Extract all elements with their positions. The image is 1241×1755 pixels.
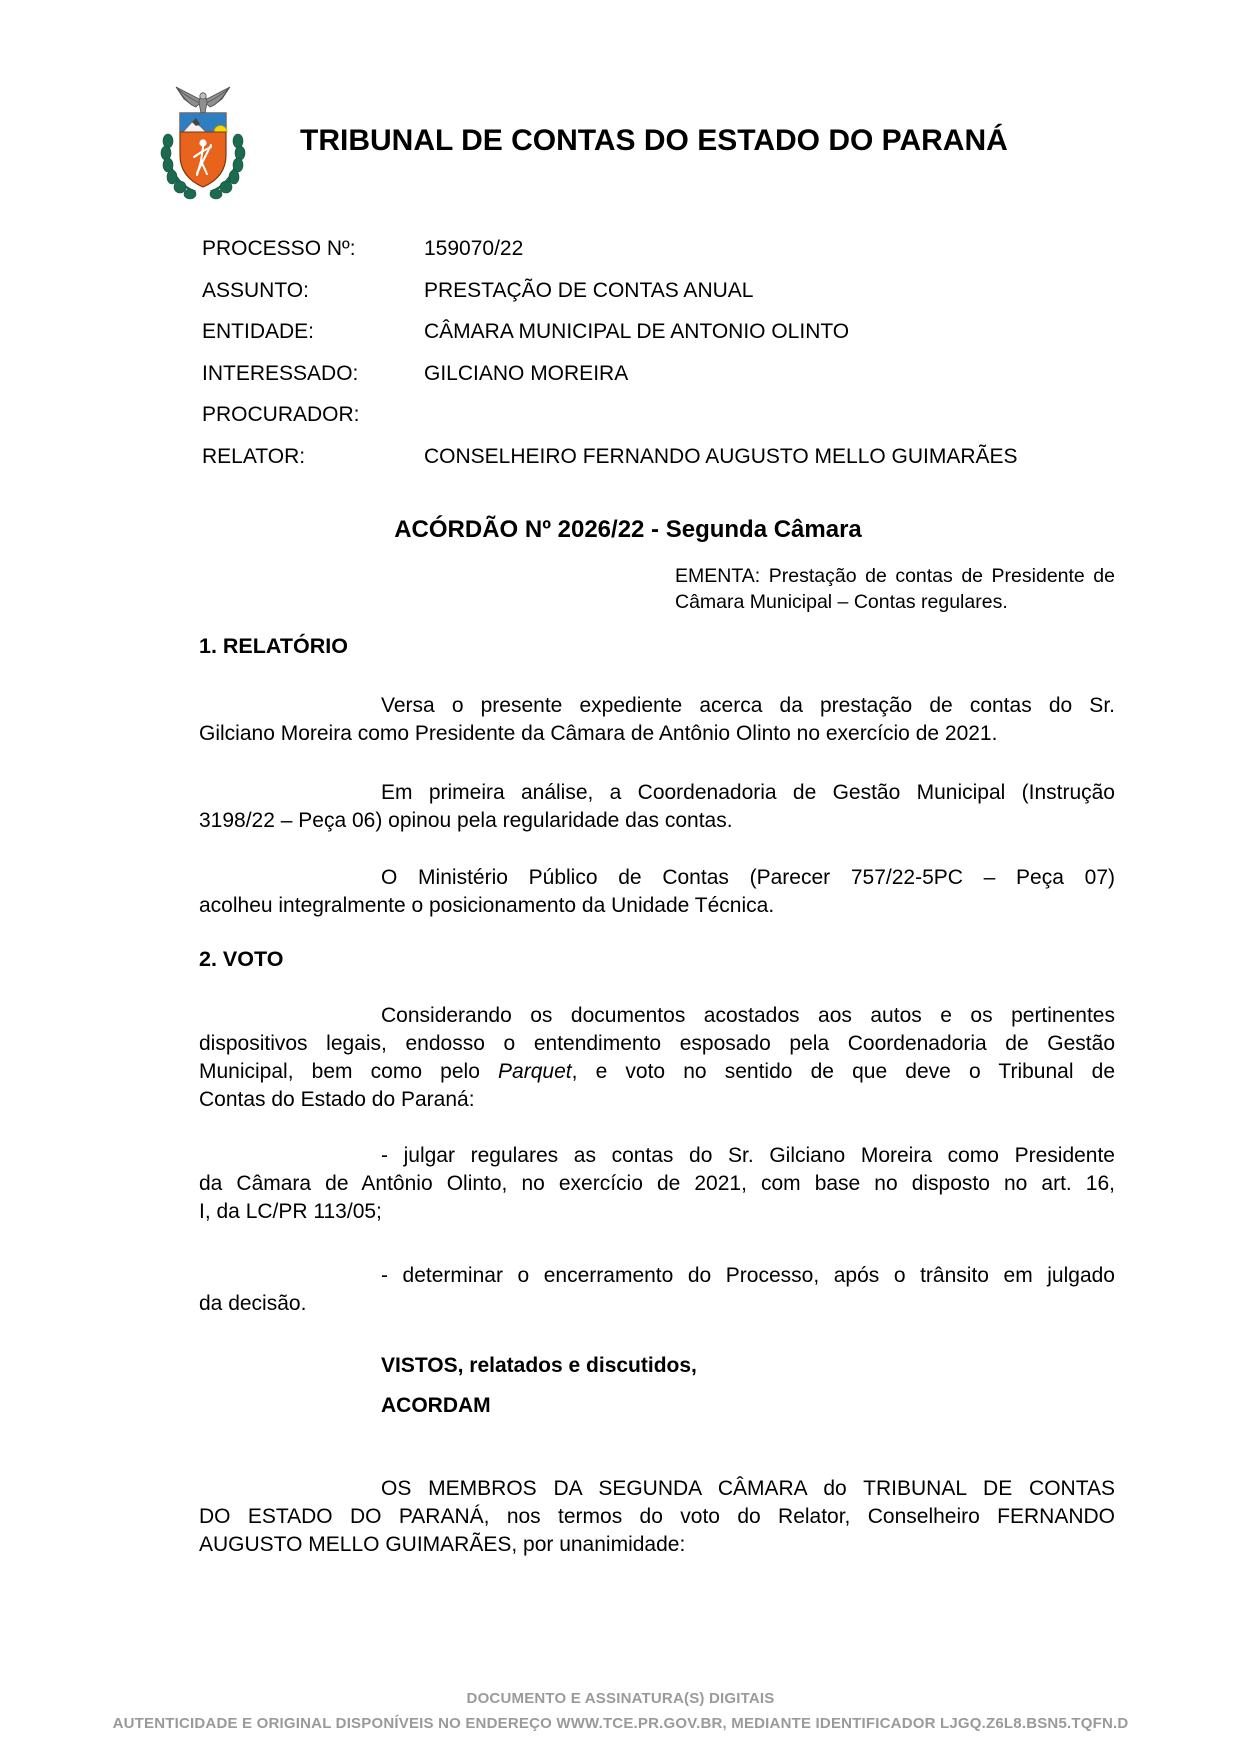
- meta-value: GILCIANO MOREIRA: [424, 361, 629, 385]
- text-run: Gilciano Moreira como Presidente da Câmara de Antônio Olinto no exercício de 2021.: [199, 722, 998, 745]
- meta-row: [202, 394, 1115, 436]
- section-heading-voto: 2. VOTO: [199, 947, 284, 971]
- section-heading-relatorio: 1. RELATÓRIO: [199, 634, 348, 658]
- text-run: - julgar regulares as contas do Sr. Gilciano Moreira como Presidente: [381, 1144, 1115, 1167]
- parana-coat-of-arms-icon: [156, 85, 250, 203]
- meta-label: ENTIDADE:: [202, 320, 315, 344]
- text-line: [199, 1142, 1115, 1170]
- meta-value: 159070/22: [424, 237, 524, 260]
- text-line: [199, 1531, 1115, 1559]
- text-line: [199, 807, 1115, 835]
- paragraph-os-membros: [199, 1475, 1115, 1559]
- text-run: Em primeira análise, a Coordenadoria de Gestão Municipal (Instrução: [381, 781, 1115, 804]
- text-line: [199, 1030, 1115, 1058]
- meta-value: [424, 394, 1115, 436]
- text-line: [199, 892, 1115, 920]
- text-run: - determinar o encerramento do Processo, após o trânsito em julgado: [381, 1264, 1115, 1287]
- text-run: Contas do Estado do Paraná:: [199, 1088, 475, 1111]
- text-line: [199, 1086, 1115, 1114]
- text-line: [199, 1198, 1115, 1226]
- meta-label: ASSUNTO:: [202, 278, 309, 302]
- text-run: dispositivos legais, endosso o entendimento esposado pela Coordenadoria de Gestão: [199, 1032, 1115, 1055]
- meta-label: PROCURADOR:: [202, 403, 360, 427]
- text-line: [199, 1002, 1115, 1030]
- text-line: EMENTA: Prestação de contas de Presidente de: [675, 565, 1115, 587]
- italic-run: Parquet: [498, 1060, 572, 1083]
- paragraph-considerando: [199, 1002, 1115, 1114]
- text-line: [199, 1262, 1115, 1290]
- text-run: O Ministério Público de Contas (Parecer 757/22-5PC – Peça 07): [381, 866, 1115, 889]
- meta-label: INTERESSADO:: [202, 361, 359, 385]
- text-run: AUGUSTO MELLO GUIMARÃES, por unanimidade:: [199, 1533, 686, 1556]
- text-run: Considerando os documentos acostados aos autos e os pertinentes: [381, 1004, 1115, 1027]
- text-run: DO ESTADO DO PARANÁ, nos termos do voto do Relator, Conselheiro FERNANDO: [199, 1505, 1115, 1528]
- meta-row: [202, 436, 1115, 478]
- text-line: AUTENTICIDADE E ORIGINAL DISPONÍVEIS NO ENDEREÇO WWW.TCE.PR.GOV.BR, MEDIANTE IDENTIFICADOR LJGQ.Z6L8.BSN5.TQFN.D: [112, 1715, 1129, 1732]
- paragraph-ministerio-publico: [199, 864, 1115, 920]
- text-line: [199, 692, 1115, 720]
- text-line: [199, 1290, 1115, 1318]
- text-line: Câmara Municipal – Contas regulares.: [675, 591, 1008, 613]
- text-run: da decisão.: [199, 1292, 307, 1315]
- digital-signature-footer: [0, 1686, 1241, 1736]
- text-line: DOCUMENTO E ASSINATURA(S) DIGITAIS: [466, 1690, 775, 1707]
- text-run: OS MEMBROS DA SEGUNDA CÂMARA do TRIBUNAL DE CONTAS: [381, 1477, 1115, 1500]
- paragraph-primeira-analise: [199, 779, 1115, 835]
- meta-label: RELATOR:: [202, 444, 306, 468]
- meta-label: PROCESSO Nº:: [202, 237, 356, 260]
- text-line: [199, 1503, 1115, 1531]
- meta-row: [202, 353, 1115, 395]
- text-run: I, da LC/PR 113/05;: [199, 1200, 382, 1223]
- text-run: Versa o presente expediente acerca da prestação de contas do Sr.: [381, 694, 1115, 717]
- text-line: [199, 1170, 1115, 1198]
- meta-row: [202, 311, 1115, 353]
- meta-value: PRESTAÇÃO DE CONTAS ANUAL: [424, 278, 754, 302]
- page-title: TRIBUNAL DE CONTAS DO ESTADO DO PARANÁ: [300, 124, 1008, 157]
- paragraph-determinar-encerramento: [199, 1262, 1115, 1318]
- ementa-block: [675, 563, 1115, 615]
- text-line: [199, 1475, 1115, 1503]
- meta-value: CÂMARA MUNICIPAL DE ANTONIO OLINTO: [424, 320, 850, 344]
- vistos-line: VISTOS, relatados e discutidos,: [381, 1354, 697, 1377]
- meta-row: [202, 228, 1115, 270]
- acordao-heading: ACÓRDÃO Nº 2026/22 - Segunda Câmara: [394, 516, 862, 543]
- text-run: 3198/22 – Peça 06) opinou pela regularidade das contas.: [199, 809, 733, 832]
- process-meta: [202, 228, 1115, 478]
- meta-row: [202, 270, 1115, 312]
- meta-value: CONSELHEIRO FERNANDO AUGUSTO MELLO GUIMARÃES: [424, 444, 1018, 468]
- acordam-line: ACORDAM: [381, 1394, 491, 1417]
- text-run: Municipal, bem como pelo: [199, 1060, 499, 1083]
- paragraph-versa: [199, 692, 1115, 748]
- paragraph-julgar-regulares: [199, 1142, 1115, 1226]
- text-line: [199, 720, 1115, 748]
- text-line: [199, 1058, 1115, 1086]
- text-line: [199, 864, 1115, 892]
- text-run: , e voto no sentido de que deve o Tribunal de: [571, 1060, 1115, 1083]
- text-line: [199, 779, 1115, 807]
- text-run: acolheu integralmente o posicionamento da Unidade Técnica.: [199, 894, 775, 917]
- text-run: da Câmara de Antônio Olinto, no exercício de 2021, com base no disposto no art. 16,: [199, 1172, 1115, 1195]
